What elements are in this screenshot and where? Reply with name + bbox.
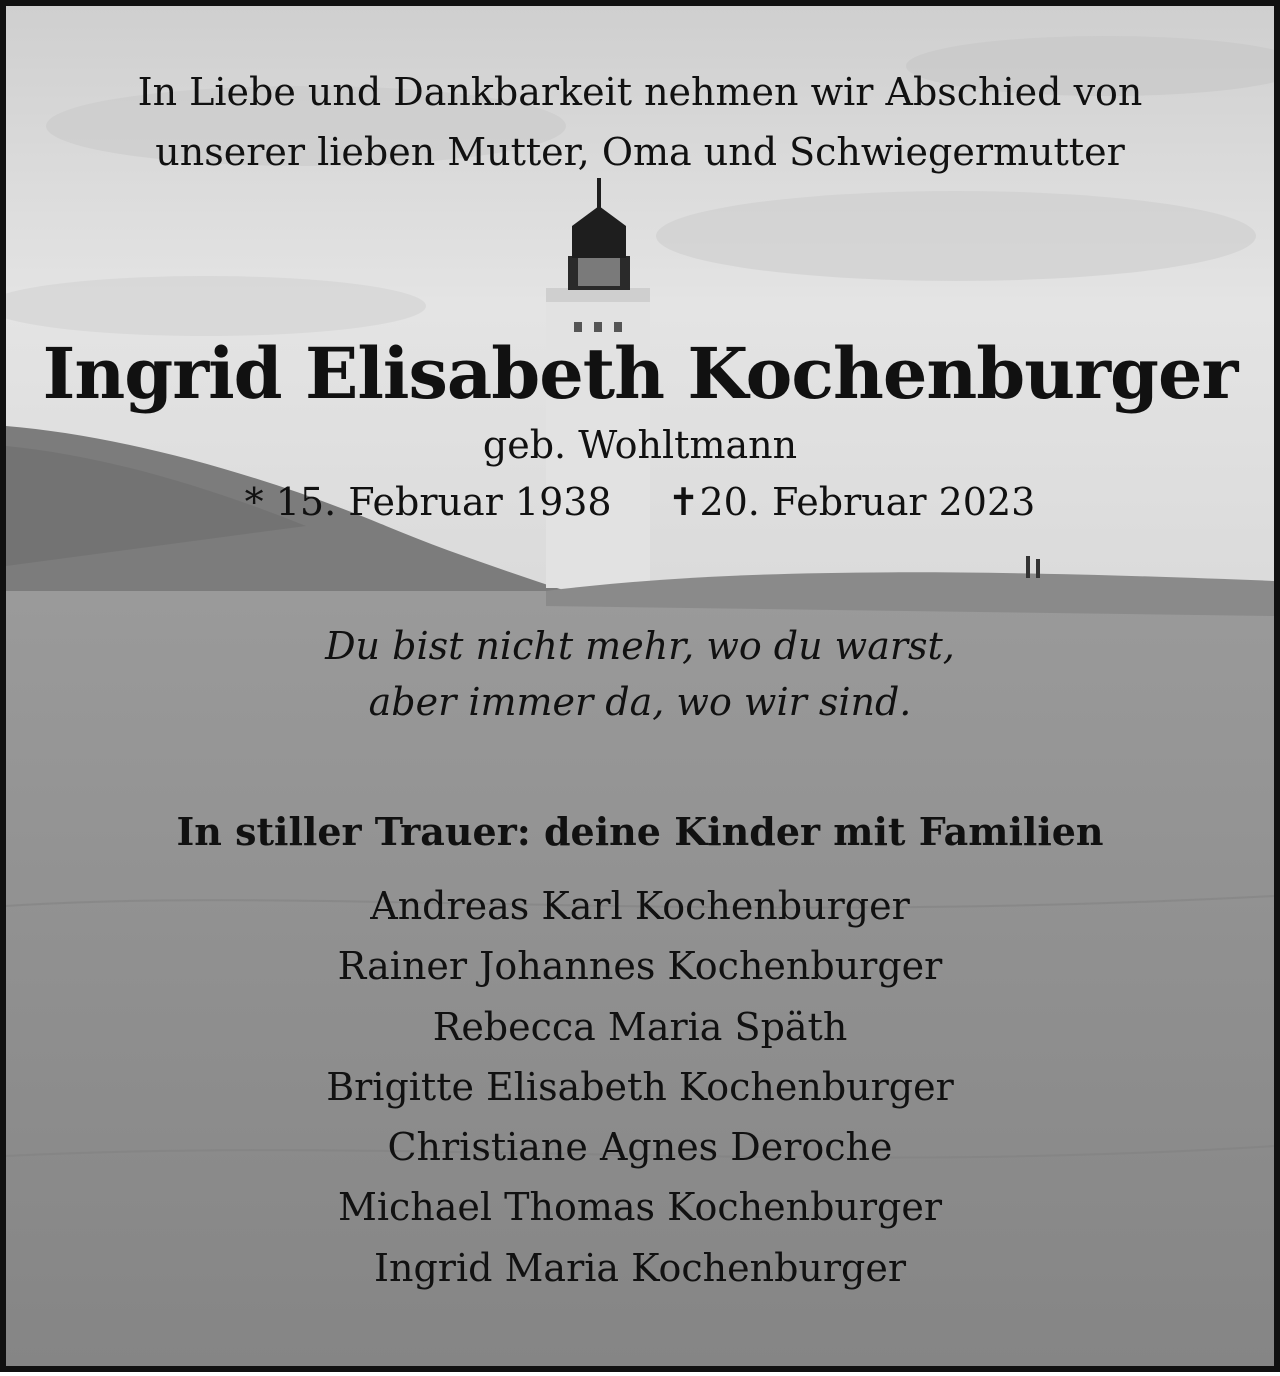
mourner-name: Christiane Agnes Deroche bbox=[387, 1125, 893, 1170]
mourner-name: Rebecca Maria Späth bbox=[432, 1004, 848, 1049]
birth-date: * 15. Februar 1938 bbox=[244, 480, 612, 524]
memorial-quote bbox=[6, 618, 1274, 730]
mourner-name: Michael Thomas Kochenburger bbox=[337, 1185, 943, 1230]
death-date: ✝20. Februar 2023 bbox=[667, 480, 1036, 524]
quote-line: Du bist nicht mehr, wo du warst, bbox=[325, 624, 955, 668]
mourner-name: Andreas Karl Kochenburger bbox=[370, 884, 910, 928]
intro-line: In Liebe und Dankbarkeit nehmen wir Abschied von bbox=[137, 70, 1143, 114]
mourner-name: Ingrid Maria Kochenburger bbox=[373, 1245, 907, 1290]
quote-line: aber immer da, wo wir sind. bbox=[368, 680, 912, 724]
mourners-heading: In stiller Trauer: deine Kinder mit Familien bbox=[176, 809, 1104, 854]
life-dates bbox=[6, 476, 1274, 528]
intro-text bbox=[6, 62, 1274, 182]
mourner-name: Rainer Johannes Kochenburger bbox=[337, 944, 943, 989]
intro-line: unserer lieben Mutter, Oma und Schwiegermutter bbox=[155, 130, 1125, 174]
maiden-name: geb. Wohltmann bbox=[482, 423, 798, 467]
deceased-name: Ingrid Elisabeth Kochenburger bbox=[42, 332, 1238, 415]
mourners-list bbox=[6, 876, 1274, 1298]
mourner-name: Brigitte Elisabeth Kochenburger bbox=[326, 1064, 954, 1109]
